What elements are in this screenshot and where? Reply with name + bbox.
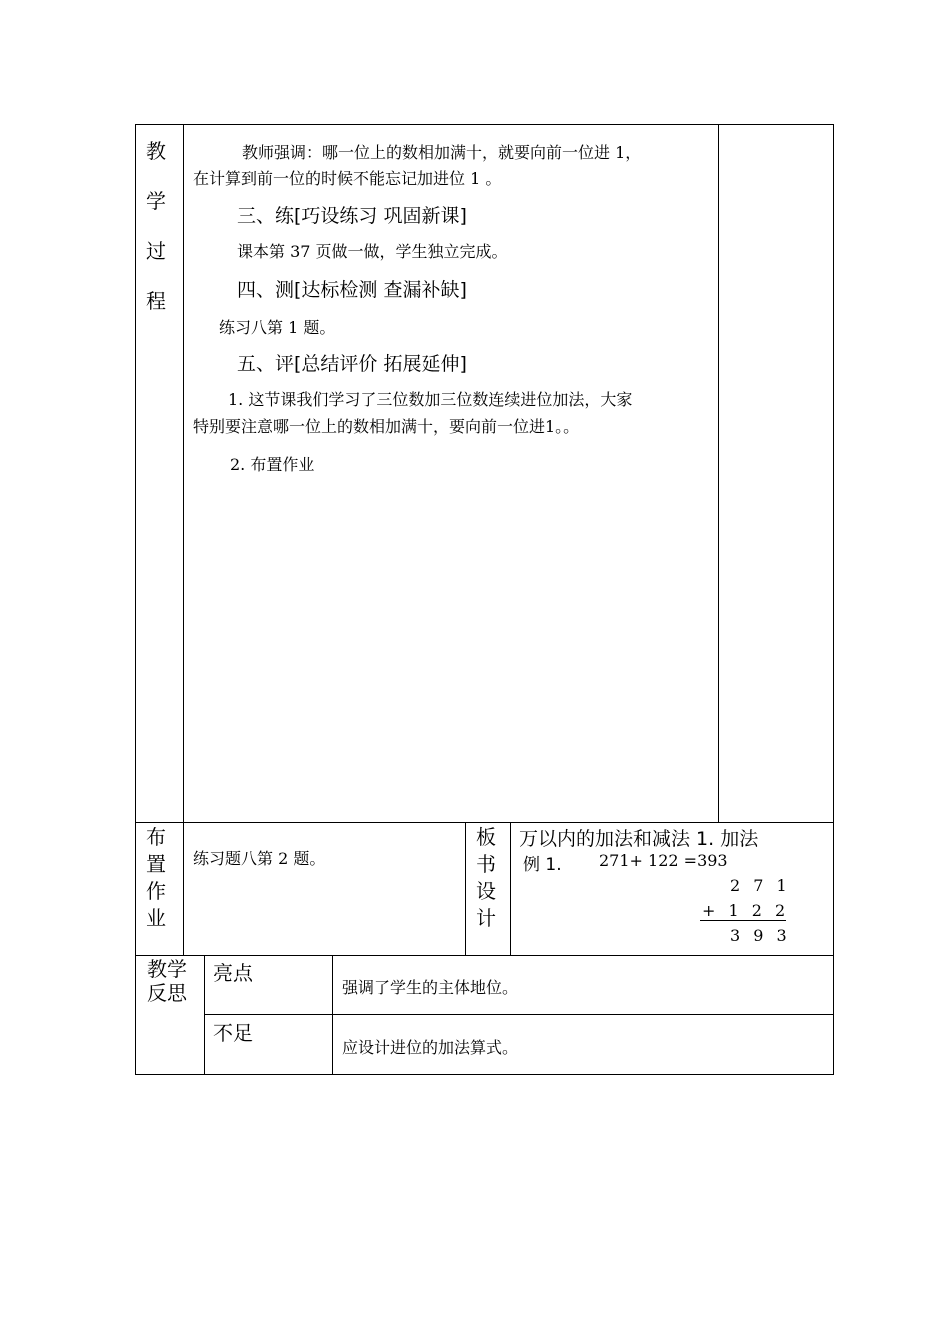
board-addend2: + 1 2 2 xyxy=(702,901,790,920)
homework-label-divider xyxy=(183,822,184,955)
homework-label-char: 业 xyxy=(146,906,166,930)
highlight-label: 亮点 xyxy=(213,961,253,985)
process-label-char: 过 xyxy=(146,239,166,263)
reflection-label-line: 教学 xyxy=(147,957,187,981)
table-border-bottom xyxy=(135,1074,834,1075)
process-para1-line1: 教师强调：哪一位上的数相加满十，就要向前一位进 1， xyxy=(242,143,642,162)
board-label-char: 板 xyxy=(476,825,496,849)
section5-line2: 特别要注意哪一位上的数相加满十，要向前一位进1。。 xyxy=(193,417,580,436)
process-label-char: 教 xyxy=(146,139,166,163)
section5-item2: 2. 布置作业 xyxy=(230,455,315,474)
process-notes-divider xyxy=(718,124,719,823)
board-example-expr: 271+ 122 =393 xyxy=(599,851,728,870)
board-sum-line xyxy=(700,920,786,921)
homework-text: 练习题八第 2 题。 xyxy=(193,849,326,868)
board-label xyxy=(470,824,502,932)
board-label-divider xyxy=(510,822,511,955)
board-title: 万以内的加法和减法 1. 加法 xyxy=(519,828,759,850)
process-label-char: 学 xyxy=(146,189,166,213)
homework-label-char: 布 xyxy=(146,825,166,849)
row-divider-process xyxy=(135,822,834,823)
reflection-row-divider xyxy=(204,1014,834,1015)
table-border-right xyxy=(833,124,834,1075)
highlight-text: 强调了学生的主体地位。 xyxy=(342,978,519,997)
section5-line1: 1. 这节课我们学习了三位数加三位数连续进位加法，大家 xyxy=(228,390,633,409)
table-border-left xyxy=(135,124,136,1075)
board-sum: 3 9 3 xyxy=(730,926,791,945)
board-example-label: 例 1. xyxy=(523,855,562,875)
shortcoming-label: 不足 xyxy=(213,1021,253,1045)
homework-label xyxy=(140,824,172,932)
process-label-divider xyxy=(183,124,184,823)
process-label xyxy=(140,126,172,326)
row-divider-homework xyxy=(135,955,834,956)
board-addend1: 2 7 1 xyxy=(730,876,791,895)
board-label-char: 书 xyxy=(476,852,496,876)
board-left-divider xyxy=(465,822,466,955)
section4-text: 练习八第 1 题。 xyxy=(219,318,336,337)
table-border-top xyxy=(135,124,834,125)
shortcoming-text: 应设计进位的加法算式。 xyxy=(342,1038,519,1057)
board-label-char: 设 xyxy=(476,879,496,903)
section3-text: 课本第 37 页做一做，学生独立完成。 xyxy=(237,242,508,261)
section5-title: 五、评[总结评价 拓展延伸] xyxy=(237,353,467,375)
homework-label-char: 作 xyxy=(146,879,166,903)
section4-title: 四、测[达标检测 查漏补缺] xyxy=(237,279,467,301)
homework-label-char: 置 xyxy=(146,852,166,876)
reflection-label-divider xyxy=(204,955,205,1075)
reflection-sublabel-divider xyxy=(332,955,333,1075)
section3-title: 三、练[巧设练习 巩固新课] xyxy=(237,205,467,227)
reflection-label-line: 反思 xyxy=(147,981,187,1005)
board-label-char: 计 xyxy=(476,906,496,930)
process-label-char: 程 xyxy=(146,289,166,313)
process-para1-line2: 在计算到前一位的时候不能忘记加进位 1 。 xyxy=(193,169,502,188)
reflection-label xyxy=(141,957,193,1005)
